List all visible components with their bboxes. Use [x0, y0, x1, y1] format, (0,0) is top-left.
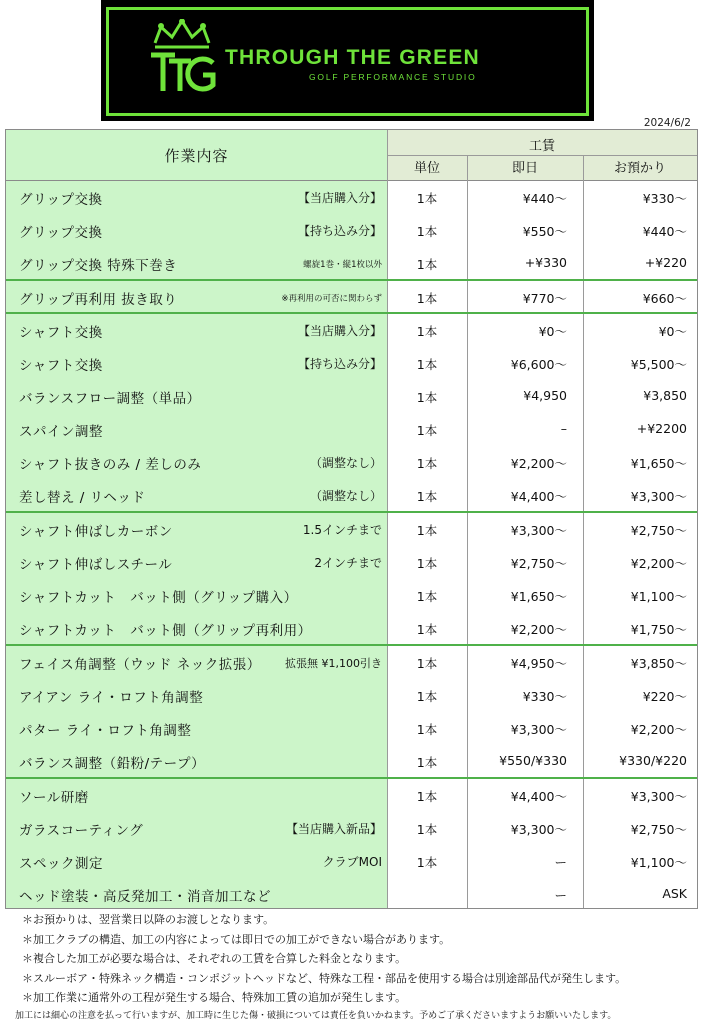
- ttg-logo-icon: [147, 19, 217, 97]
- keep-price: ¥330/¥220: [619, 753, 687, 768]
- service-name: 差し替え / リヘッド: [19, 490, 146, 506]
- service-name: アイアン ライ・ロフト角調整: [19, 690, 204, 706]
- table-row: [6, 512, 697, 545]
- service-name: パター ライ・ロフト角調整: [19, 723, 192, 739]
- service-name: シャフト交換: [19, 325, 103, 341]
- service-note: ※再利用の可否に関わらず: [281, 294, 382, 304]
- keep-price: ¥440〜: [642, 224, 687, 239]
- note-line: ＊複合した加工が必要な場合は、それぞれの工賃を合算した料金となります。: [22, 952, 407, 965]
- table-row: [6, 545, 697, 578]
- header-keep: お預かり: [613, 161, 666, 176]
- keep-price: ¥1,650〜: [630, 456, 687, 471]
- service-name: ヘッド塗装・高反発加工・消音加工など: [19, 889, 271, 905]
- unit-cell: 1本: [416, 357, 438, 372]
- table-row: [6, 744, 697, 777]
- same-day-price: ¥2,200〜: [510, 456, 567, 471]
- same-day-price: +¥330: [524, 255, 567, 270]
- group-separator: [6, 644, 697, 646]
- keep-price: ¥1,100〜: [630, 589, 687, 604]
- service-name: バランスフロー調整（単品）: [19, 391, 201, 407]
- table-row: [6, 445, 697, 478]
- service-name: シャフトカット バット側（グリップ購入）: [19, 590, 298, 606]
- same-day-price: ¥2,200〜: [510, 622, 567, 637]
- service-name: グリップ交換: [19, 192, 103, 208]
- same-day-price: ¥3,300〜: [510, 722, 567, 737]
- keep-price: ¥2,200〜: [630, 556, 687, 571]
- table-row: [6, 645, 697, 678]
- unit-cell: 1本: [416, 822, 438, 837]
- wage-header-divider: [387, 155, 697, 156]
- same-day-price: ¥3,300〜: [510, 822, 567, 837]
- service-note: 螺旋1巻・縦1枚以外: [303, 260, 382, 270]
- header-unit: 単位: [413, 161, 440, 176]
- unit-cell: 1本: [416, 523, 438, 538]
- unit-cell: 1本: [416, 390, 438, 405]
- logo-banner: [101, 0, 594, 121]
- unit-cell: 1本: [416, 556, 438, 571]
- same-day-price: ¥440〜: [522, 191, 567, 206]
- keep-price: ¥3,850: [643, 388, 687, 403]
- keep-price: ¥0〜: [658, 324, 687, 339]
- service-note: クラブMOI: [322, 855, 382, 869]
- group-separator: [6, 777, 697, 779]
- table-row: [6, 280, 697, 313]
- same-day-price: ¥330〜: [522, 689, 567, 704]
- service-name: スパイン調整: [19, 424, 103, 440]
- unit-cell: 1本: [416, 722, 438, 737]
- unit-cell: 1本: [416, 855, 438, 870]
- unit-cell: 1本: [416, 257, 438, 272]
- unit-cell: 1本: [416, 423, 438, 438]
- unit-cell: 1本: [416, 755, 438, 770]
- brand-name: THROUGH THE GREEN: [225, 46, 480, 69]
- keep-price: ¥1,750〜: [630, 622, 687, 637]
- keep-price: ¥2,200〜: [630, 722, 687, 737]
- note-line: ＊お預かりは、翌営業日以降のお渡しとなります。: [22, 913, 275, 926]
- unit-cell: 1本: [416, 291, 438, 306]
- service-note: （調整なし）: [309, 489, 382, 503]
- table-row: [6, 313, 697, 346]
- same-day-price: ¥4,950: [523, 388, 567, 403]
- note-line: ＊加工クラブの構造、加工の内容によっては即日での加工ができない場合があります。: [22, 932, 451, 946]
- keep-price: ¥330〜: [642, 191, 687, 206]
- group-separator: [6, 312, 697, 314]
- table-row: [6, 213, 697, 246]
- service-name: シャフトカット バット側（グリップ再利用）: [19, 623, 312, 639]
- unit-cell: 1本: [416, 789, 438, 804]
- table-row: [6, 578, 697, 611]
- group-separator: [6, 511, 697, 513]
- service-name: スペック測定: [19, 856, 103, 872]
- same-day-price: ー: [554, 888, 567, 903]
- header-same-day: 即日: [511, 161, 538, 176]
- same-day-price: ¥6,600〜: [510, 357, 567, 372]
- service-name: グリップ交換 特殊下巻き: [19, 258, 178, 274]
- table-row: [6, 811, 697, 844]
- service-note: 【当店購入分】: [297, 191, 382, 205]
- service-note: 拡張無 ¥1,100引き: [285, 657, 382, 670]
- keep-price: ¥660〜: [642, 291, 687, 306]
- table-row: [6, 711, 697, 744]
- service-name: グリップ交換: [19, 225, 103, 241]
- same-day-price: ¥4,950〜: [510, 656, 567, 671]
- service-note: 【当店購入新品】: [285, 822, 382, 836]
- service-name: シャフト抜きのみ / 差しのみ: [19, 457, 202, 473]
- keep-price: ¥3,300〜: [630, 789, 687, 804]
- keep-price: +¥220: [644, 255, 687, 270]
- same-day-price: ¥770〜: [522, 291, 567, 306]
- unit-cell: 1本: [416, 656, 438, 671]
- service-name: グリップ再利用 抜き取り: [19, 292, 178, 308]
- unit-cell: 1本: [416, 191, 438, 206]
- table-row: [6, 877, 697, 910]
- service-note: 2インチまで: [314, 556, 382, 570]
- service-note: 【持ち込み分】: [297, 224, 382, 238]
- unit-cell: 1本: [416, 622, 438, 637]
- disclaimer-line: 加工には細心の注意を払って行いますが、加工時に生じた傷・破損については責任を負いかねます。予めご了承くださいますようお願いいたします。: [15, 1010, 617, 1021]
- same-day-price: ¥550/¥330: [499, 753, 567, 768]
- service-name: シャフト交換: [19, 358, 103, 374]
- same-day-price: ー: [554, 855, 567, 870]
- service-name: シャフト伸ばしスチール: [19, 557, 173, 573]
- table-row: [6, 778, 697, 811]
- service-note: （調整なし）: [309, 456, 382, 470]
- unit-cell: 1本: [416, 224, 438, 239]
- same-day-price: ¥550〜: [522, 224, 567, 239]
- service-name: バランス調整（鉛粉/テープ）: [19, 756, 206, 772]
- service-note: 1.5インチまで: [302, 523, 382, 537]
- group-separator: [6, 279, 697, 281]
- keep-price: ¥3,300〜: [630, 489, 687, 504]
- keep-price: ¥1,100〜: [630, 855, 687, 870]
- service-note: 【当店購入分】: [297, 324, 382, 338]
- same-day-price: ¥1,650〜: [510, 589, 567, 604]
- same-day-price: ¥2,750〜: [510, 556, 567, 571]
- unit-cell: 1本: [416, 456, 438, 471]
- table-row: [6, 678, 697, 711]
- notes-section: [15, 910, 693, 1024]
- table-row: [6, 246, 697, 279]
- service-name: ソール研磨: [19, 790, 89, 806]
- service-name: フェイス角調整（ウッド ネック拡張）: [19, 657, 261, 673]
- keep-price: ¥2,750〜: [630, 523, 687, 538]
- note-line: ＊加工作業に通常外の工程が発生する場合、特殊加工賃の追加が発生します。: [22, 991, 407, 1004]
- keep-price: ¥5,500〜: [630, 357, 687, 372]
- keep-price: ASK: [662, 886, 687, 901]
- same-day-price: ¥4,400〜: [510, 789, 567, 804]
- keep-price: ¥220〜: [642, 689, 687, 704]
- same-day-price: ¥0〜: [538, 324, 567, 339]
- same-day-price: –: [560, 421, 567, 436]
- keep-price: ¥3,850〜: [630, 656, 687, 671]
- header-work-content: 作業内容: [164, 147, 229, 165]
- service-name: シャフト伸ばしカーボン: [19, 524, 173, 540]
- table-row: [6, 611, 697, 644]
- table-row: [6, 412, 697, 445]
- keep-price: +¥2200: [636, 421, 687, 436]
- unit-cell: 1本: [416, 589, 438, 604]
- header-wage: 工賃: [528, 139, 555, 154]
- table-row: [6, 346, 697, 379]
- unit-cell: 1本: [416, 689, 438, 704]
- brand-subtitle: GOLF PERFORMANCE STUDIO: [309, 72, 477, 82]
- table-row: [6, 478, 697, 511]
- note-line: ＊スルーボア・特殊ネック構造・コンポジットヘッドなど、特殊な工程・部品を使用する場合は別途部品代が発生します。: [22, 971, 627, 985]
- document-date: 2024/6/2: [643, 117, 691, 129]
- keep-price: ¥2,750〜: [630, 822, 687, 837]
- unit-cell: 1本: [416, 324, 438, 339]
- service-name: ガラスコーティング: [19, 823, 144, 839]
- table-row: [6, 844, 697, 877]
- unit-cell: 1本: [416, 489, 438, 504]
- table-row: [6, 379, 697, 412]
- same-day-price: ¥3,300〜: [510, 523, 567, 538]
- price-table: [5, 129, 698, 909]
- table-row: [6, 180, 697, 213]
- service-note: 【持ち込み分】: [297, 357, 382, 371]
- same-day-price: ¥4,400〜: [510, 489, 567, 504]
